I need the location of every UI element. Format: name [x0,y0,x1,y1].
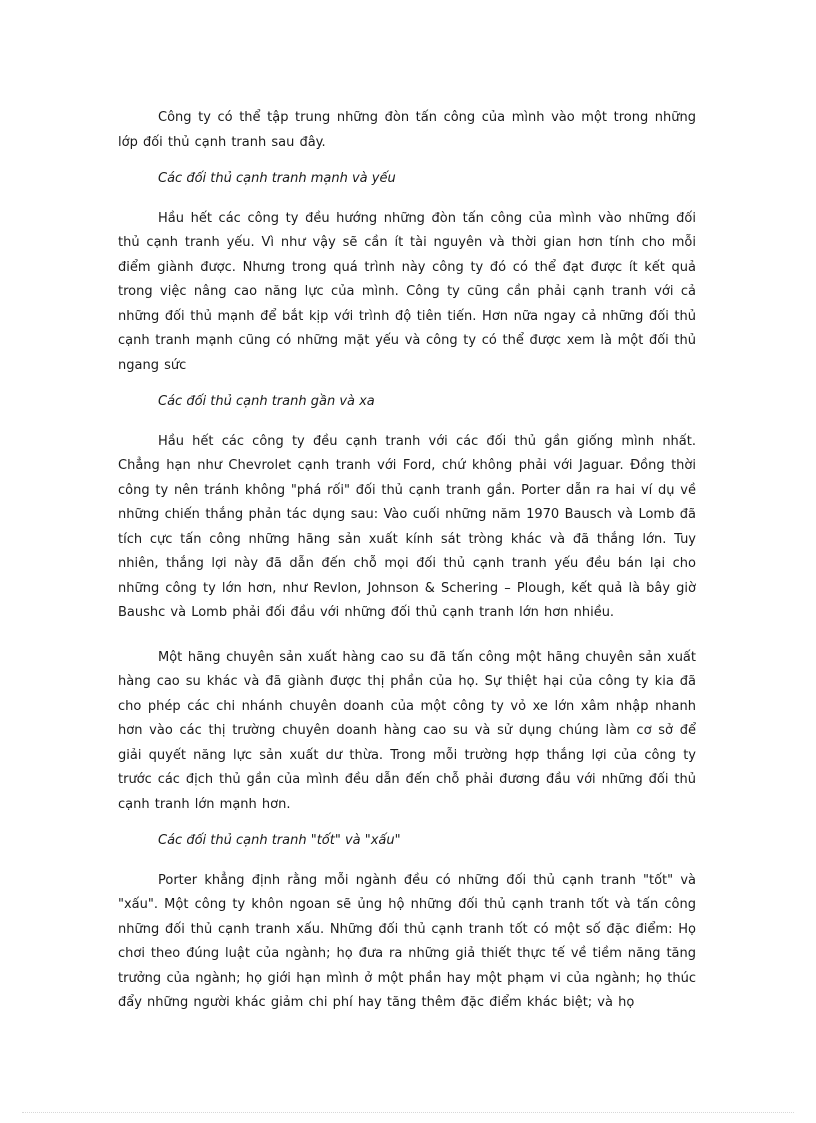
paragraph-strong-weak: Hầu hết các công ty đều hướng những đòn tấn công của mình vào những đối thủ cạnh tranh yếu. Vì như vậy sẽ cần ít tài nguyên và thời gian hơn tính cho mỗi điểm giành được. Nhưng trong quá trình này công ty đó có thể đạt được ít kết quả trong việc nâng cao năng lực của mình. Công ty cũng cần phải cạnh tranh với cả những đối thủ mạnh để bắt kịp với trình độ tiên tiến. Hơn nữa ngay cả những đối thủ cạnh tranh mạnh cũng có những mặt yếu và công ty có thể được xem là một đối thủ ngang sức [118,210,696,373]
paragraph-good-bad: Porter khẳng định rằng mỗi ngành đều có những đối thủ cạnh tranh "tốt" và "xấu". Một công ty khôn ngoan sẽ ủng hộ những đối thủ cạnh tranh tốt và tấn công những đối thủ cạnh tranh xấu. Những đối thủ cạnh tranh tốt có một số đặc điểm: Họ chơi theo đúng luật của ngành; họ đưa ra những giả thiết thực tế về tiềm năng tăng trưởng của ngành; họ giới hạn mình ở một phần hay một phạm vi của ngành; họ thúc đẩy những người khác giảm chi phí hay tăng thêm đặc điểm khác biệt; và họ [118,872,696,1010]
page-bottom-border [22,1112,794,1113]
document-body [118,106,696,1016]
paragraph-intro: Công ty có thể tập trung những đòn tấn công của mình vào một trong những lớp đối thủ cạnh tranh sau đây. [118,110,696,150]
heading-strong-weak: Các đối thủ cạnh tranh mạnh và yếu [158,171,396,186]
heading-near-far: Các đối thủ cạnh tranh gần và xa [158,394,375,409]
heading-good-bad: Các đối thủ cạnh tranh "tốt" và "xấu" [158,833,401,848]
paragraph-near-far: Hầu hết các công ty đều cạnh tranh với các đối thủ gần giống mình nhất. Chẳng hạn như Chevrolet cạnh tranh với Ford, chứ không phải với Jaguar. Đồng thời công ty nên tránh không "phá rối" đối thủ cạnh tranh gần. Porter dẫn ra hai ví dụ về những chiến thắng phản tác dụng sau: Vào cuối những năm 1970 Bausch và Lomb đã tích cực tấn công những hãng sản xuất kính sát tròng khác và đã thắng lớn. Tuy nhiên, thắng lợi này đã dẫn đến chỗ mọi đối thủ cạnh tranh yếu đều bán lại cho những công ty lớn hơn, như Revlon, Johnson & Schering – Plough, kết quả là bây giờ Baushc và Lomb phải đối đầu với những đối thủ cạnh tranh lớn hơn nhiều. [118,433,696,620]
paragraph-rubber-example: Một hãng chuyên sản xuất hàng cao su đã tấn công một hãng chuyên sản xuất hàng cao su khác và đã giành được thị phần của họ. Sự thiệt hại của công ty kia đã cho phép các chi nhánh chuyên doanh của một công ty vỏ xe lớn xâm nhập nhanh hơn vào các thị trường chuyên doanh hàng cao su và sử dụng chúng làm cơ sở để giải quyết năng lực sản xuất dư thừa. Trong mỗi trường hợp thắng lợi của công ty trước các địch thủ gần của mình đều dẫn đến chỗ phải đương đầu với những đối thủ cạnh tranh lớn mạnh hơn. [118,649,696,812]
